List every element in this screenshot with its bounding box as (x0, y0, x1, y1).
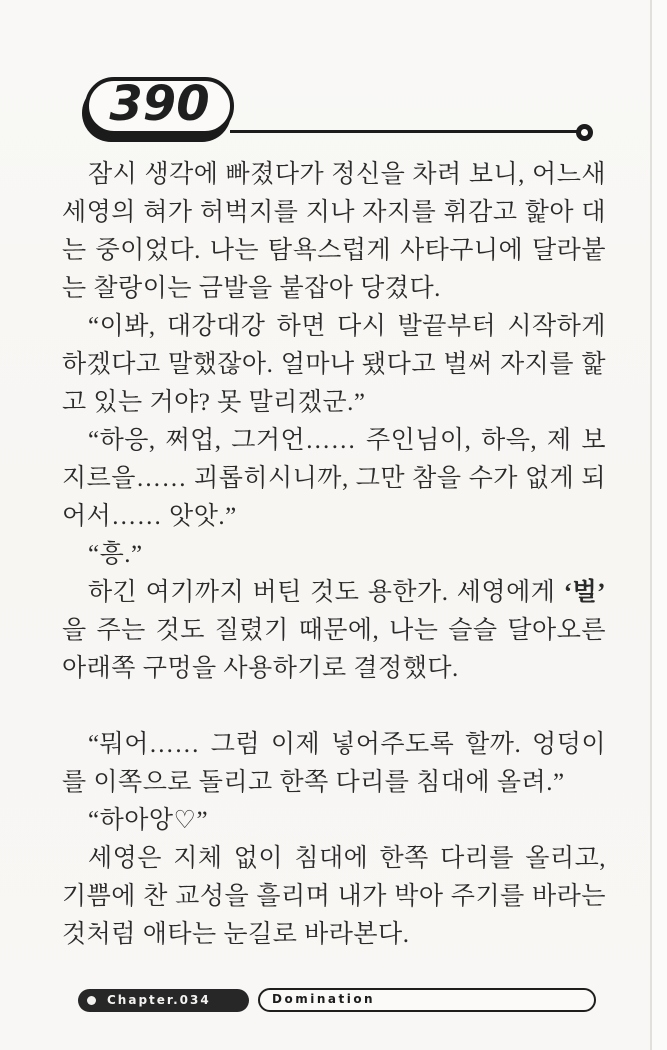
body-text (62, 156, 606, 954)
paragraph (62, 536, 606, 574)
paragraph (62, 574, 606, 688)
paragraph-text: 세영은 지체 없이 침대에 한쪽 다리를 올리고, 기쁨에 찬 교성을 흘리며 내가 박아 주기를 바라는 것처럼 애타는 눈길로 바라본다. (62, 845, 606, 948)
paragraph-text: 하긴 여기까지 버틴 것도 용한가. 세영에게 (88, 579, 564, 606)
paragraph (62, 308, 606, 422)
paragraph-text: “뭐어…… 그럼 이제 넣어주도록 할까. 엉덩이를 이쪽으로 돌리고 한쪽 다리를 침대에 올려.” (62, 731, 606, 796)
paragraph (62, 840, 606, 954)
paragraph (62, 422, 606, 536)
series-label: Domination (272, 992, 376, 1006)
paragraph-text: “이봐, 대강대강 하면 다시 발끝부터 시작하게 하겠다고 말했잖아. 얼마나 됐다고 벌써 자지를 핥고 있는 거야? 못 말리겠군.” (62, 313, 606, 416)
emphasized-word: ‘벌’ (563, 579, 606, 606)
header-rule (230, 130, 580, 133)
paragraph (62, 726, 606, 802)
paragraph-text: “하아앙♡” (88, 807, 209, 834)
paragraph-text: “하응, 쩌업, 그거언…… 주인님이, 하윽, 제 보지르을…… 괴롭히시니까, 그만 참을 수가 없게 되어서…… 앗앗.” (62, 427, 606, 530)
page-number: 390 (109, 76, 210, 132)
paragraph (62, 156, 606, 308)
paragraph (62, 802, 606, 840)
paragraph-text: 을 주는 것도 질렸기 때문에, 나는 슬슬 달아오른 아래쪽 구멍을 사용하기로 결정했다. (62, 617, 606, 682)
rule-end-ring-icon (576, 124, 593, 141)
paragraph-text: “흥.” (88, 541, 143, 568)
chapter-label: Chapter.034 (107, 992, 211, 1007)
page-edge-shadow (650, 0, 667, 1050)
series-badge (258, 988, 596, 1012)
page-number-badge (85, 77, 234, 135)
bullet-dot-icon (87, 996, 96, 1005)
paragraph-text: 잠시 생각에 빠졌다가 정신을 차려 보니, 어느새 세영의 혀가 허벅지를 지나 자지를 휘감고 핥아 대는 중이었다. 나는 탐욕스럽게 사타구니에 달라붙는 찰랑이는 금발을 붙잡아 당겼다. (62, 161, 606, 302)
chapter-badge (78, 989, 249, 1012)
paragraph-break (62, 688, 606, 726)
